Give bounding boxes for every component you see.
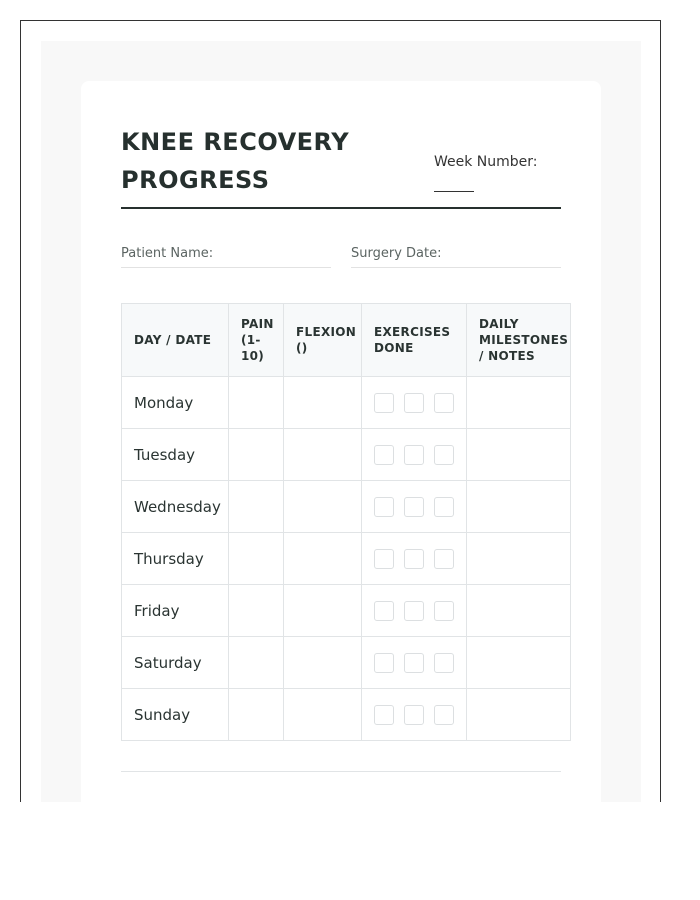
patient-name-field[interactable] xyxy=(121,246,331,268)
exercise-checkbox[interactable] xyxy=(404,393,424,413)
progress-table xyxy=(121,303,571,741)
exercise-checkboxes xyxy=(374,393,454,413)
day-cell: Tuesday xyxy=(122,429,229,481)
form-card xyxy=(81,81,601,802)
notes-cell[interactable] xyxy=(467,585,571,637)
exercise-checkboxes xyxy=(374,653,454,673)
exercise-checkbox[interactable] xyxy=(374,445,394,465)
flexion-cell[interactable] xyxy=(284,689,362,741)
exercise-checkbox[interactable] xyxy=(434,549,454,569)
exercises-cell xyxy=(362,585,467,637)
exercise-checkbox[interactable] xyxy=(374,705,394,725)
pain-cell[interactable] xyxy=(229,689,284,741)
exercise-checkbox[interactable] xyxy=(434,601,454,621)
exercise-checkbox[interactable] xyxy=(404,653,424,673)
notes-cell[interactable] xyxy=(467,637,571,689)
exercise-checkboxes xyxy=(374,549,454,569)
pain-cell[interactable] xyxy=(229,377,284,429)
header-day-date: DAY / DATE xyxy=(122,304,229,377)
exercise-checkbox[interactable] xyxy=(434,705,454,725)
exercise-checkbox[interactable] xyxy=(434,497,454,517)
week-number-label: Week Number: xyxy=(434,154,538,170)
exercise-checkboxes xyxy=(374,445,454,465)
exercise-checkbox[interactable] xyxy=(434,653,454,673)
day-cell: Sunday xyxy=(122,689,229,741)
exercise-checkboxes xyxy=(374,705,454,725)
exercise-checkbox[interactable] xyxy=(404,549,424,569)
page-frame xyxy=(20,20,661,802)
flexion-cell[interactable] xyxy=(284,533,362,585)
header-notes: DAILY MILESTONES / NOTES xyxy=(467,304,571,377)
surgery-date-field[interactable] xyxy=(351,246,561,268)
exercises-cell xyxy=(362,689,467,741)
exercises-cell xyxy=(362,637,467,689)
day-cell: Friday xyxy=(122,585,229,637)
exercise-checkbox[interactable] xyxy=(434,393,454,413)
exercises-cell xyxy=(362,481,467,533)
patient-name-label: Patient Name: xyxy=(121,246,214,261)
pain-cell[interactable] xyxy=(229,533,284,585)
exercise-checkbox[interactable] xyxy=(404,497,424,517)
table-row xyxy=(122,533,571,585)
flexion-cell[interactable] xyxy=(284,429,362,481)
exercise-checkbox[interactable] xyxy=(404,705,424,725)
exercises-cell xyxy=(362,533,467,585)
flexion-cell[interactable] xyxy=(284,637,362,689)
header-exercises: EXERCISES DONE xyxy=(362,304,467,377)
surgery-date-label: Surgery Date: xyxy=(351,246,442,261)
flexion-cell[interactable] xyxy=(284,481,362,533)
page-background xyxy=(41,41,641,802)
day-cell: Saturday xyxy=(122,637,229,689)
pain-cell[interactable] xyxy=(229,429,284,481)
notes-cell[interactable] xyxy=(467,481,571,533)
bottom-divider xyxy=(121,771,561,772)
exercise-checkboxes xyxy=(374,601,454,621)
notes-cell[interactable] xyxy=(467,689,571,741)
exercises-cell xyxy=(362,377,467,429)
pain-cell[interactable] xyxy=(229,637,284,689)
header-pain: PAIN (1-10) xyxy=(229,304,284,377)
exercise-checkboxes xyxy=(374,497,454,517)
table-row xyxy=(122,429,571,481)
flexion-cell[interactable] xyxy=(284,585,362,637)
exercise-checkbox[interactable] xyxy=(374,393,394,413)
table-row xyxy=(122,689,571,741)
table-row xyxy=(122,585,571,637)
exercise-checkbox[interactable] xyxy=(404,601,424,621)
header-flexion: FLEXION () xyxy=(284,304,362,377)
pain-cell[interactable] xyxy=(229,585,284,637)
exercise-checkbox[interactable] xyxy=(374,653,394,673)
week-number-field[interactable] xyxy=(434,191,474,192)
notes-cell[interactable] xyxy=(467,533,571,585)
pain-cell[interactable] xyxy=(229,481,284,533)
title-divider xyxy=(121,207,561,209)
exercise-checkbox[interactable] xyxy=(374,497,394,517)
exercise-checkbox[interactable] xyxy=(404,445,424,465)
exercises-cell xyxy=(362,429,467,481)
notes-cell[interactable] xyxy=(467,429,571,481)
page-title: KNEE RECOVERY PROGRESS xyxy=(121,128,350,194)
table-row xyxy=(122,637,571,689)
table-header-row xyxy=(122,304,571,377)
table-row xyxy=(122,481,571,533)
exercise-checkbox[interactable] xyxy=(374,549,394,569)
flexion-cell[interactable] xyxy=(284,377,362,429)
table-row xyxy=(122,377,571,429)
notes-cell[interactable] xyxy=(467,377,571,429)
day-cell: Wednesday xyxy=(122,481,229,533)
day-cell: Monday xyxy=(122,377,229,429)
exercise-checkbox[interactable] xyxy=(434,445,454,465)
day-cell: Thursday xyxy=(122,533,229,585)
exercise-checkbox[interactable] xyxy=(374,601,394,621)
